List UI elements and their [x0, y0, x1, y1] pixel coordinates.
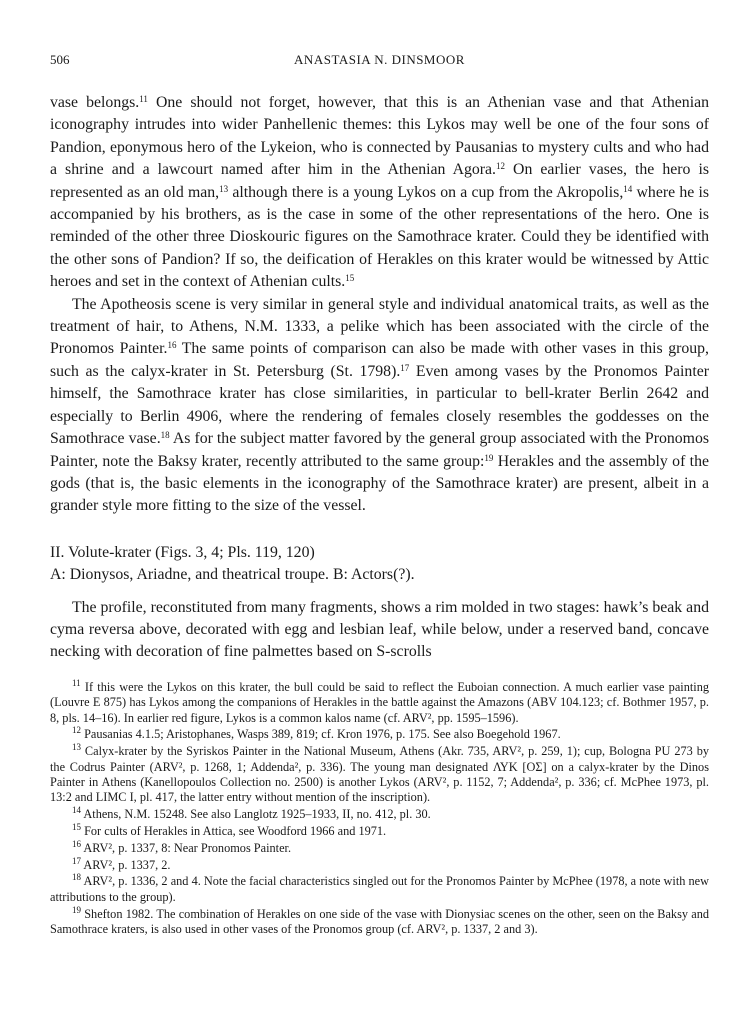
- text-run: As for the subject matter favored by the general group associated with the Pronomos Painter, note the Baksy krater, recently attributed to the same group:: [50, 430, 709, 470]
- footnote: [50, 807, 709, 822]
- footnote: [50, 904, 709, 938]
- footnote-ref: 12: [496, 161, 506, 172]
- text-run: Even among vases by the Pronomos Painter himself, the Samothrace krater has close similarities, in particular to bell-krater Berlin 2642 and especially to Berlin 4906, where the rendering of females closely resembles the goddesses on the Samothrace vase.: [50, 362, 709, 448]
- footnote-ref: 17: [400, 362, 410, 373]
- footnote-ref: 11: [139, 94, 148, 104]
- footnote: [50, 855, 709, 873]
- footnote-ref: 18: [160, 430, 170, 441]
- footnote-text: ARV², p. 1337, 2.: [81, 857, 171, 872]
- footnote-text: ARV², p. 1336, 2 and 4. Note the facial characteristics singled out for the Pronomos Painter by McPhee (1978, a note with new attributions to the group).: [50, 874, 709, 904]
- paragraph-1: [50, 92, 709, 294]
- footnote-number: 17: [72, 855, 81, 866]
- text-run: where he is accompanied by his brothers, as is the case in some of the other representations of the hero. One is reminded of the other three Dioskouric figures on the Samothrace krater. Could they be identified with the other sons of Pandion? If so, the deification of Herakles on this krater would be witnessed by Attic heroes and set in the context of Athenian cults.: [50, 183, 710, 291]
- footnote-number: 14: [72, 805, 81, 816]
- section-subheading: A: Dionysos, Ariadne, and theatrical troupe. B: Actors(?).: [50, 566, 415, 584]
- main-text: [50, 92, 709, 518]
- footnote-text: Athens, N.M. 15248. See also Langlotz 1925–1933, II, no. 412, pl. 30.: [81, 807, 431, 822]
- text-run: The Apotheosis scene is very similar in general style and individual anatomical traits, as well as the treatment of hair, to Athens, N.M. 1333, a pelike which has been associated with the circle of the Pronomos Painter.: [50, 295, 709, 358]
- text-run: On earlier vases, the hero is represented as an old man,: [50, 161, 710, 201]
- section-text: [50, 597, 709, 664]
- footnote-text: If this were the Lykos on this krater, the bull could be said to reflect the Euboian connection. A much earlier vase painting (Louvre E 875) has Lykos among the companions of Herakles in the battle against the Amazons (ABV 104.123; cf. Bothmer 1957, p. 8, pls. 14–16). In earlier red figure, Lykos is a common kalos name (cf. ARV², pp. 1595–1596).: [50, 679, 709, 725]
- footnote-number: 15: [72, 821, 81, 832]
- footnote-number: 13: [72, 742, 81, 753]
- footnote: [50, 744, 709, 806]
- catalogue-section: [50, 542, 709, 587]
- footnote-number: 18: [72, 872, 81, 883]
- text-run: although there is a young Lykos on a cup from the Akropolis,: [228, 183, 624, 201]
- footnote: [50, 838, 709, 856]
- text-run: vase belongs.: [50, 94, 140, 111]
- running-title: ANASTASIA N. DINSMOOR: [294, 52, 465, 67]
- footnote-ref: 19: [484, 452, 494, 463]
- footnote: [50, 874, 709, 905]
- footnote-ref: 14: [623, 183, 633, 194]
- footnotes: [50, 677, 709, 938]
- paragraph-2: [50, 294, 709, 518]
- footnote: [50, 821, 709, 839]
- page-number: 506: [50, 52, 70, 67]
- footnote: [50, 677, 709, 726]
- footnote-ref: 15: [345, 273, 355, 284]
- paragraph-3: The profile, reconstituted from many fragments, shows a rim molded in two stages: hawk’s beak and cyma reversa above, decorated with egg and lesbian leaf, while below, under a reserved band, concave necking with decoration of fine palmettes based on S-scrolls: [50, 598, 709, 661]
- footnote-number: 19: [72, 904, 81, 915]
- footnote-ref: 13: [219, 183, 229, 194]
- footnote: [50, 727, 709, 742]
- footnote-text: For cults of Herakles in Attica, see Woodford 1966 and 1971.: [81, 823, 387, 838]
- footnote-text: Calyx-krater by the Syriskos Painter in the National Museum, Athens (Akr. 735, ARV², p. 259, 1); cup, Bologna PU 273 by the Codrus Painter (ARV², p. 1268, 1; Addenda², p. 336). The young man designated ΛΥΚ [ΟΣ] on a calyx-krater by the Dinos Painter in Athens (Kanellopoulos Collection no. 2500) is another Lykos (ARV², p. 1152, 7; Addenda², p. 336; cf. McPhee 1973, pl. 13:2 and LIMC I, pl. 417, the latter entry without mention of the inscription).: [50, 744, 709, 805]
- section-heading: II. Volute-krater (Figs. 3, 4; Pls. 119, 120): [50, 543, 315, 561]
- footnote-text: Pausanias 4.1.5; Aristophanes, Wasps 389, 819; cf. Kron 1976, p. 175. See also Boegehold 1967.: [81, 727, 561, 742]
- running-header: [50, 52, 709, 72]
- page: [50, 52, 709, 939]
- text-run: The same points of comparison can also be made with other vases in this group, such as the calyx-krater in St. Petersburg (St. 1798).: [50, 340, 709, 380]
- footnote-ref: 16: [167, 340, 177, 351]
- footnote-text: Shefton 1982. The combination of Herakles on one side of the vase with Dionysiac scenes on the other, seen on the Baksy and Samothrace kraters, is also used in other vases of the Pronomos group (cf. ARV², p. 1337, 2 and 3).: [50, 906, 709, 936]
- footnote-number: 12: [72, 725, 81, 736]
- footnote-number: 16: [72, 838, 81, 849]
- text-run: Herakles and the assembly of the gods (that is, the basic elements in the iconography of the Samothrace krater) are present, albeit in a grander style more fitting to the size of the vessel.: [50, 452, 709, 515]
- footnote-text: ARV², p. 1337, 8: Near Pronomos Painter.: [81, 840, 292, 855]
- footnote-number: 11: [72, 677, 81, 688]
- text-run: One should not forget, however, that this is an Athenian vase and that Athenian iconography intrudes into wider Panhellenic themes: this Lykos may well be one of the four sons of Pandion, eponymous hero of the Lykeion, who is connected by Pausanias to mystery cults and who had a shrine and a lawcourt named after him in the Athenian Agora.: [50, 94, 709, 179]
